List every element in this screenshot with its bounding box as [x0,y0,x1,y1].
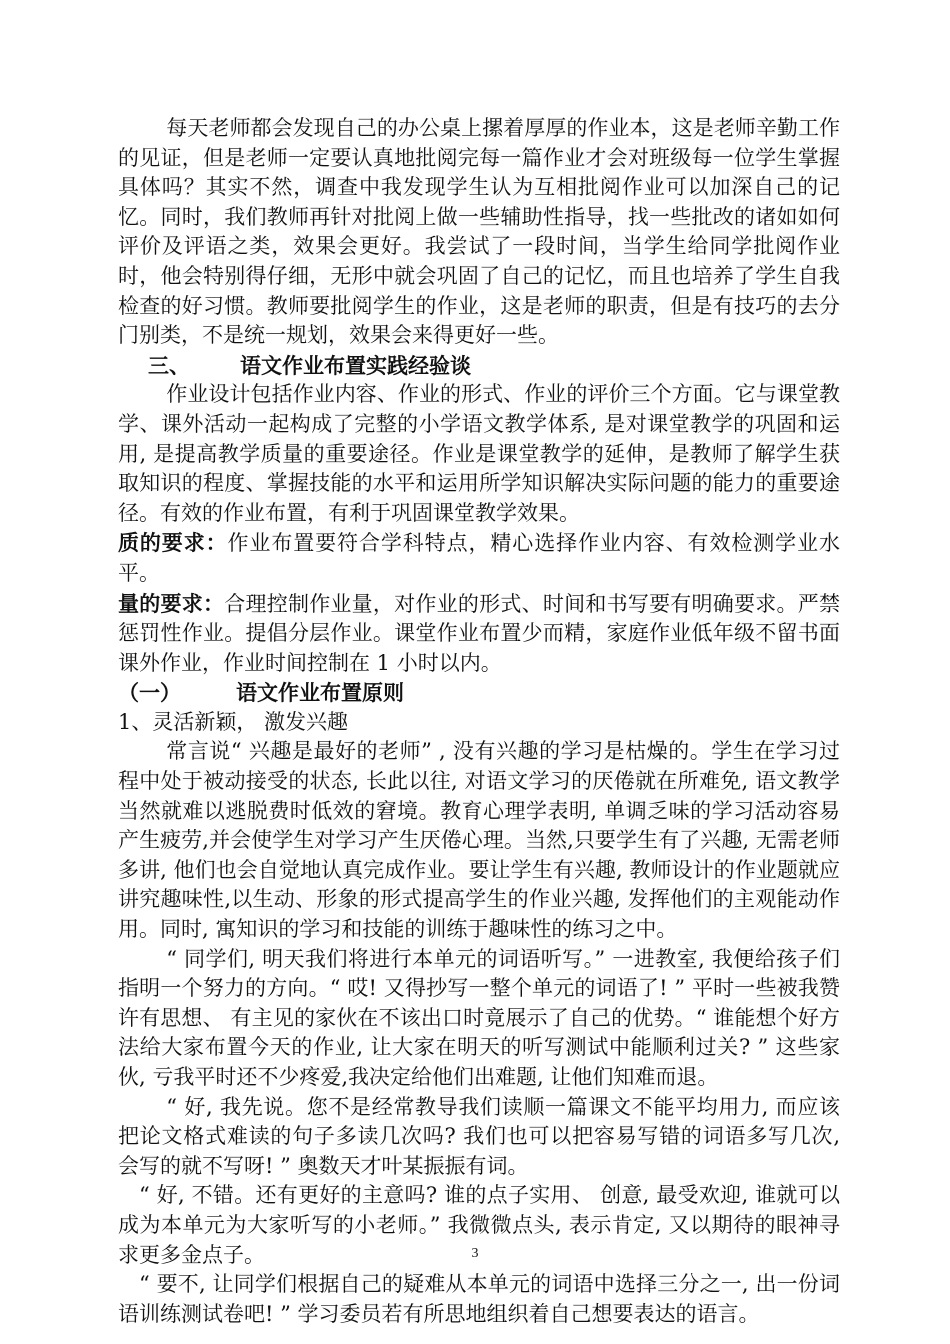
paragraph-homework-marking: 每天老师都会发现自己的办公桌上摞着厚厚的作业本，这是老师辛勤工作的见证，但是老师一定要认真地批阅完每一篇作业才会对班级每一位学生掌握具体吗？其实不然，调查中我发现学生认为互相批阅作业可以加深自己的记忆。同时，我们教师再针对批阅上做一些辅助性指导，找一些批改的诸如如何评价及评语之类，效果会更好。我尝试了一段时间，当学生给同学批阅作业时，他会特别得仔细，无形中就会巩固了自己的记忆，而且也培养了学生自我检查的好习惯。教师要批阅学生的作业，这是老师的职责，但是有技巧的去分门别类，不是统一规划，效果会来得更好一些。 [118,116,840,348]
quality-label: 质的要求： [118,530,228,556]
paragraph-quality-requirement [118,528,840,588]
subsection-heading-one [118,678,840,708]
subsection-number: （一） [118,680,181,706]
section-number: 三、 [148,352,190,378]
section-heading-three [118,351,840,381]
paragraph-quantity-requirement [118,589,840,679]
paragraph-teacher-response: “ 好, 不错。还有更好的主意吗? 谁的点子实用、 创意, 最受欢迎, 谁就可以成为本单元为大家听写的小老师。” 我微微点头, 表示肯定, 又以期待的眼神寻求更多金点子。 [118,1183,840,1267]
paragraph-interest: 常言说“ 兴趣是最好的老师” , 没有兴趣的学习是枯燥的。学生在学习过程中处于被动接受的状态, 长此以往, 对语文学习的厌倦就在所难免, 语文教学当然就难以逃脱费时低效的窘境。教育心理学表明, 单调乏味的学习活动容易产生疲劳,并会使学生对学习产生厌倦心理。当然,只要学生有了兴趣, 无需老师多讲, 他们也会自觉地认真完成作业。要让学生有兴趣, 教师设计的作业题就应讲究趣味性,以生动、形象的形式提高学生的作业兴趣, 发挥他们的主观能动作用。同时, 寓知识的学习和技能的训练于趣味性的练习之中。 [118,739,840,942]
quantity-text: 合理控制作业量，对作业的形式、时间和书写要有明确要求。严禁惩罚性作业。提倡分层作业。课堂作业布置少而精，家庭作业低年级不留书面课外作业，作业时间控制在 1 小时以内。 [118,591,841,675]
list-item-principle-1: 1、灵活新颖， 激发兴趣 [118,709,349,734]
quantity-label: 量的要求： [118,590,225,616]
paragraph-committee-suggestion: “ 要不, 让同学们根据自己的疑难从本单元的词语中选择三分之一, 出一份词语训练测试卷吧! ” 学习委员若有所思地组织着自己想要表达的语言。 [118,1272,840,1326]
document-body [118,114,840,1329]
subsection-title: 语文作业布置原则 [236,680,404,706]
paragraph-homework-design: 作业设计包括作业内容、作业的形式、作业的评价三个方面。它与课堂教学、课外活动一起构成了完整的小学语文教学体系, 是对课堂教学的巩固和运用, 是提高教学质量的重要途径。作业是课堂教学的延伸，是教师了解学生获取知识的程度、掌握技能的水平和运用所学知识解决实际问题的能力的重要途径。有效的作业布置，有利于巩固课堂教学效果。 [118,382,840,525]
paragraph-student-suggestion: “ 好, 我先说。您不是经常教导我们读顺一篇课文不能平均用力, 而应该把论文格式难读的句子多读几次吗? 我们也可以把容易写错的词语多写几次, 会写的就不写呀! ” 奥数天才叶某振振有词。 [118,1094,840,1178]
paragraph-dictation-dialogue: “ 同学们, 明天我们将进行本单元的词语听写。” 一进教室, 我便给孩子们指明一个努力的方向。“ 哎! 又得抄写一整个单元的词语了! ” 平时一些被我赞许有思想、 有主见的家伙在不该出口时竟展示了自己的优势。“ 谁能想个好方法给大家布置今天的作业, 让大家在明天的听写测试中能顺利过关? ” 这些家伙, 亏我平时还不少疼爱,我决定给他们出难题, 让他们知难而退。 [118,946,840,1089]
quality-text: 作业布置要符合学科特点，精心选择作业内容、有效检测学业水平。 [118,531,840,585]
section-title: 语文作业布置实践经验谈 [240,352,471,378]
page-number: 3 [471,1246,479,1261]
